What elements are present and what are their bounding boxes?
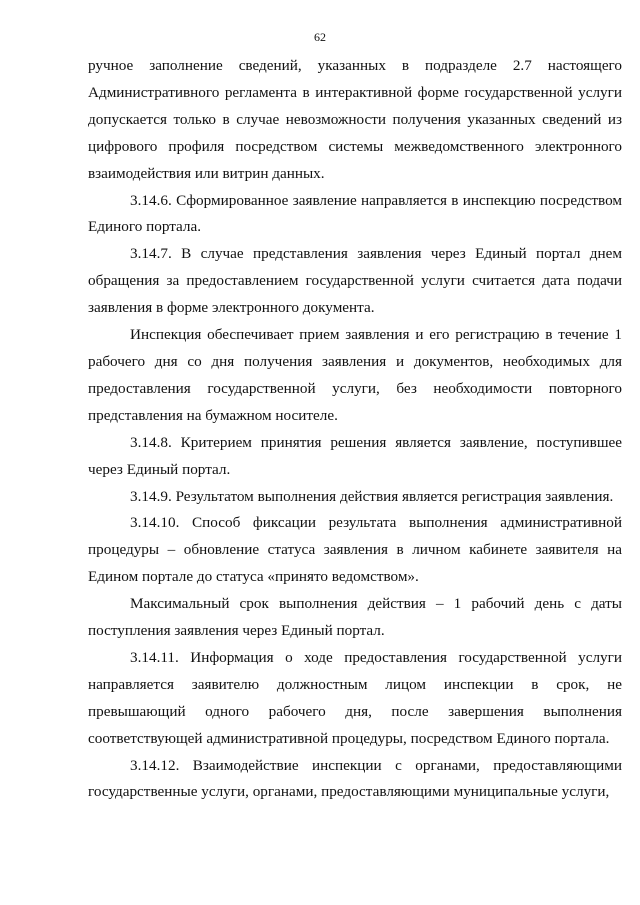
page-number: 62 — [314, 30, 326, 44]
paragraph-3-14-8: 3.14.8. Критерием принятия решения является заявление, поступившее через Единый портал. — [88, 433, 622, 478]
paragraph-3-14-7: 3.14.7. В случае представления заявления через Единый портал днем обращения за предоставлением государственной услуги считается дата подачи заявления в форме электронного документа. — [88, 245, 622, 317]
paragraph-registration: Инспекция обеспечивает прием заявления и его регистрацию в течение 1 рабочего дня со дня получения заявления и документов, необходимых для предоставления государственной услуги, без необходимости повторного представления на бумажном носителе. — [88, 326, 622, 424]
paragraph-3-14-9: 3.14.9. Результатом выполнения действия является регистрация заявления. — [130, 487, 614, 505]
paragraph-continuation: ручное заполнение сведений, указанных в подразделе 2.7 настоящего Административного регламента в интерактивной форме государственной услуги допускается только в случае невозможности получения указанных сведений из цифрового профиля посредством системы межведомственного электронного взаимодействия или витрин данных. — [88, 57, 622, 182]
paragraph-3-14-10: 3.14.10. Способ фиксации результата выполнения административной процедуры – обновление статуса заявления в личном кабинете заявителя на Едином портале до статуса «принято ведомством». — [88, 514, 622, 586]
paragraph-3-14-6: 3.14.6. Сформированное заявление направляется в инспекцию посредством Единого портала. — [88, 191, 622, 236]
paragraph-3-14-12: 3.14.12. Взаимодействие инспекции с органами, предоставляющими государственные услуги, органами, предоставляющими муниципальные услуги, — [88, 756, 622, 801]
paragraph-max-term: Максимальный срок выполнения действия – 1 рабочий день с даты поступления заявления через Единый портал. — [88, 595, 622, 640]
paragraph-3-14-11: 3.14.11. Информация о ходе предоставления государственной услуги направляется заявителю должностным лицом инспекции в срок, не превышающий одного рабочего дня, после завершения выполнения соответствующей административной процедуры, посредством Единого портала. — [88, 648, 622, 747]
document-body — [88, 53, 622, 806]
